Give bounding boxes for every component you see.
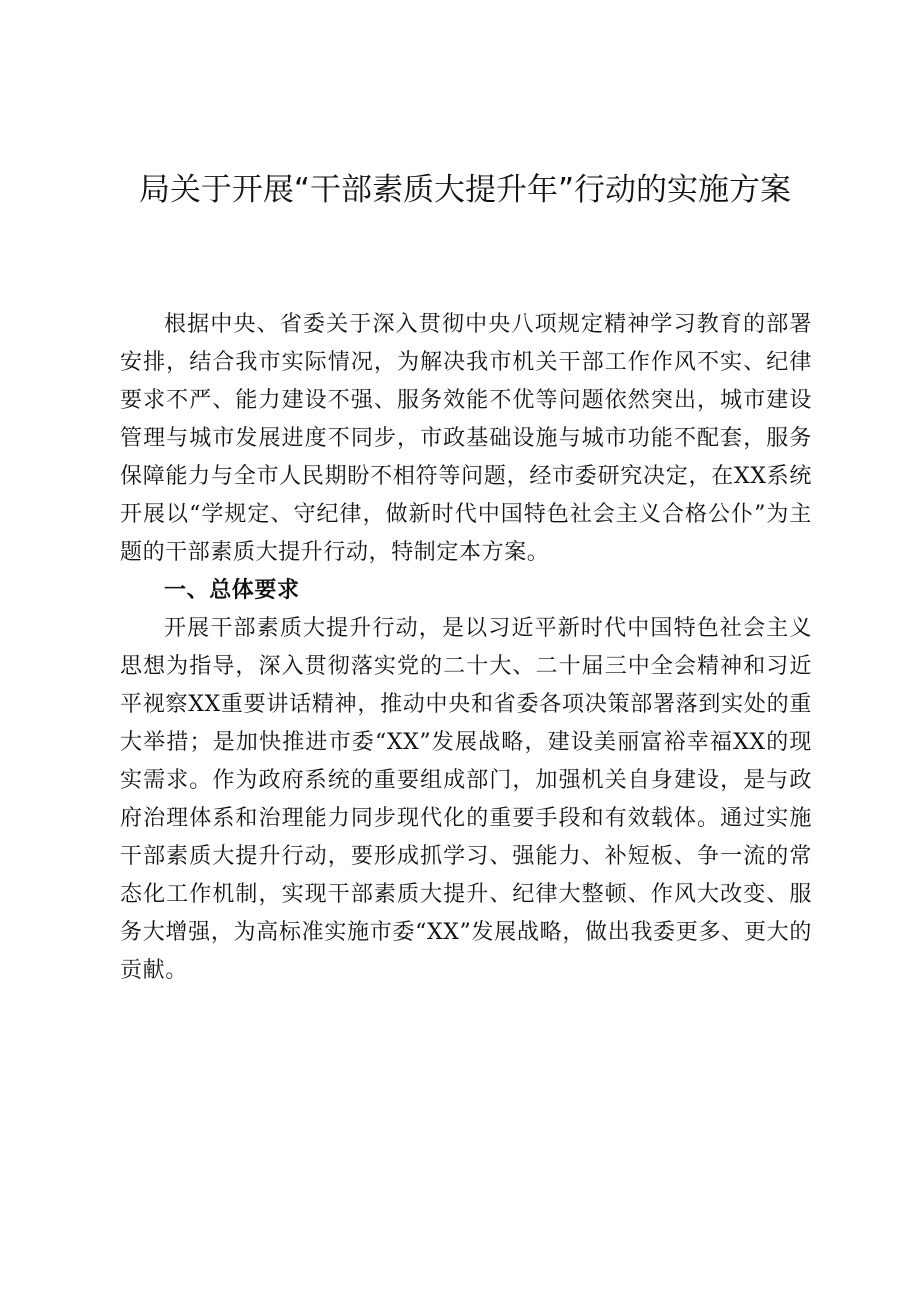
section-heading-general-requirements: 一、总体要求: [164, 578, 300, 603]
general-requirements-paragraph: 开展干部素质大提升行动，是以习近平新时代中国特色社会主义思想为指导，深入贯彻落实党的二十大、二十届三中全会精神和习近平视察XX重要讲话精神，推动中央和省委各项决策部署落到实处的重大举措；是加快推进市委“XX”发展战略，建设美丽富裕幸福XX的现实需求。作为政府系统的重要组成部门，加强机关自身建设，是与政府治理体系和治理能力同步现代化的重要手段和有效载体。通过实施干部素质大提升行动，要形成抓学习、强能力、补短板、争一流的常态化工作机制，实现干部素质大提升、纪律大整顿、作风大改变、服务大增强，为高标准实施市委“XX”发展战略，做出我委更多、更大的贡献。: [120, 616, 812, 983]
document-body: [120, 306, 812, 990]
document-title: 局关于开展“干部素质大提升年”行动的实施方案: [138, 172, 792, 208]
intro-paragraph: 根据中央、省委关于深入贯彻中央八项规定精神学习教育的部署安排，结合我市实际情况，为解决我市机关干部工作作风不实、纪律要求不严、能力建设不强、服务效能不优等问题依然突出，城市建设管理与城市发展进度不同步，市政基础设施与城市功能不配套，服务保障能力与全市人民期盼不相符等问题，经市委研究决定，在XX系统开展以“学规定、守纪律，做新时代中国特色社会主义合格公仆”为主题的干部素质大提升行动，特制定本方案。: [120, 312, 812, 565]
